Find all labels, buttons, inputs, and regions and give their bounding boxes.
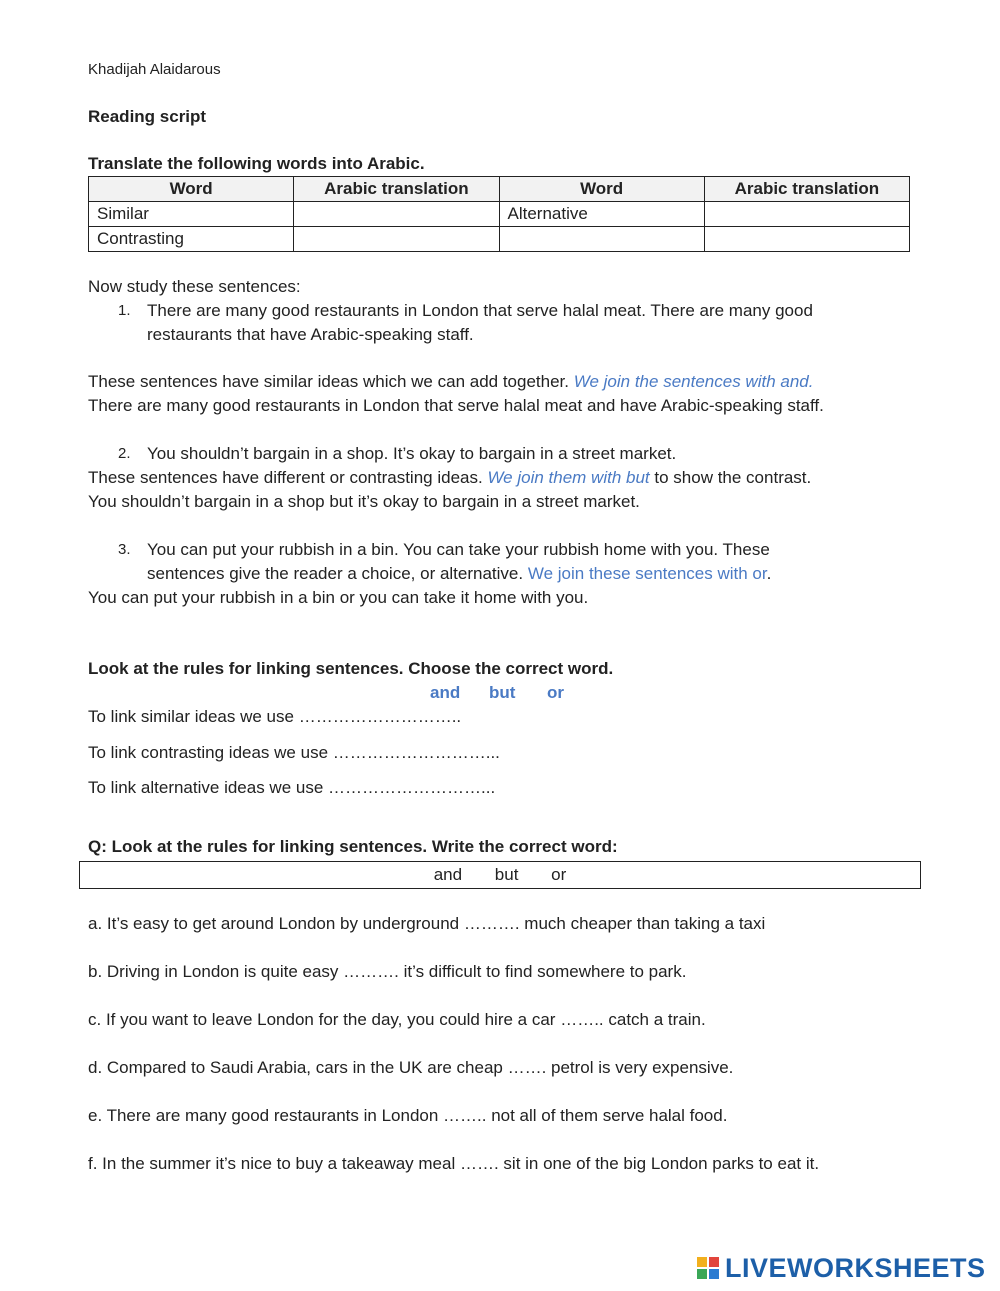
question-heading: Q: Look at the rules for linking sentences. Write the correct word: — [88, 837, 618, 856]
page-title: Reading script — [88, 107, 207, 126]
example-1: There are many good restaurants in London that serve halal meat and have Arabic-speaking staff. — [88, 396, 824, 415]
sentence-number-2: 2. — [118, 445, 131, 462]
rules-heading: Look at the rules for linking sentences. Choose the correct word. — [88, 659, 614, 678]
sentence-3-line-2-text: sentences give the reader a choice, or alternative. — [147, 564, 524, 583]
explanation-2 — [88, 468, 811, 488]
example-2: You shouldn’t bargain in a shop but it’s okay to bargain in a street market. — [88, 492, 640, 511]
word-bank-and: and — [430, 683, 461, 702]
example-3: You can put your rubbish in a bin or you can take it home with you. — [88, 588, 589, 607]
table-cell-word — [499, 227, 704, 252]
word-bank-but: but — [489, 683, 516, 702]
word-box-but: but — [494, 865, 519, 884]
sentence-2-line-1: You shouldn’t bargain in a shop. It’s okay to bargain in a street market. — [147, 444, 677, 463]
question-c[interactable]: c. If you want to leave London for the day, you could hire a car …….. catch a train. — [88, 1010, 706, 1029]
explanation-3-period: . — [766, 564, 772, 583]
header-arabic-1: Arabic translation — [294, 177, 499, 202]
explanation-2-post: to show the contrast. — [654, 468, 812, 487]
table-cell-word: Alternative — [499, 202, 704, 227]
study-heading: Now study these sentences: — [88, 277, 301, 296]
logo-text: LIVEWORKSHEETS — [725, 1252, 986, 1283]
question-d[interactable]: d. Compared to Saudi Arabia, cars in the UK are cheap ……. petrol is very expensive. — [88, 1058, 734, 1077]
table-cell-answer[interactable] — [294, 202, 499, 227]
explanation-2-text: These sentences have different or contrasting ideas. — [88, 468, 483, 487]
table-cell-word: Contrasting — [89, 227, 294, 252]
question-b[interactable]: b. Driving in London is quite easy ………. it’s difficult to find somewhere to park. — [88, 962, 687, 981]
liveworksheets-logo — [697, 1253, 986, 1283]
explanation-1-hint: We join the sentences with and. — [573, 372, 814, 391]
explanation-3-hint: We join these sentences with or — [527, 564, 767, 583]
word-box-and: and — [433, 865, 463, 884]
sentence-3-line-2 — [147, 564, 771, 584]
table-cell-answer[interactable] — [294, 227, 499, 252]
header-arabic-2: Arabic translation — [704, 177, 909, 202]
rule-similar[interactable]: To link similar ideas we use ……………………….. — [88, 707, 462, 726]
table-row — [89, 227, 910, 252]
word-box-or: or — [551, 865, 567, 884]
explanation-2-hint: We join them with but — [487, 468, 650, 487]
question-e[interactable]: e. There are many good restaurants in London …….. not all of them serve halal food. — [88, 1106, 728, 1125]
header-word-1: Word — [89, 177, 294, 202]
logo-icon — [697, 1257, 719, 1279]
table-cell-word: Similar — [89, 202, 294, 227]
table-cell-answer[interactable] — [704, 227, 909, 252]
table-cell-answer[interactable] — [704, 202, 909, 227]
sentence-number-3: 3. — [118, 541, 131, 558]
question-f[interactable]: f. In the summer it’s nice to buy a takeaway meal ……. sit in one of the big London parks to eat it. — [88, 1154, 820, 1173]
table-row — [89, 202, 910, 227]
translation-table — [88, 176, 910, 252]
sentence-1-line-1: There are many good restaurants in London that serve halal meat. There are many good — [147, 301, 813, 320]
translate-heading: Translate the following words into Arabic. — [88, 154, 425, 173]
question-a[interactable]: a. It’s easy to get around London by underground ………. much cheaper than taking a taxi — [88, 914, 766, 933]
word-bank-or: or — [547, 683, 564, 702]
table-header-row — [89, 177, 910, 202]
explanation-1-text: These sentences have similar ideas which we can add together. — [88, 372, 569, 391]
sentence-number-1: 1. — [118, 302, 131, 319]
explanation-1 — [88, 372, 813, 392]
author-name: Khadijah Alaidarous — [88, 61, 221, 78]
header-word-2: Word — [499, 177, 704, 202]
sentence-1-line-2: restaurants that have Arabic-speaking staff. — [147, 325, 474, 344]
rule-alternative[interactable]: To link alternative ideas we use ………………………... — [88, 778, 496, 797]
word-box — [79, 861, 921, 889]
sentence-3-line-1: You can put your rubbish in a bin. You can take your rubbish home with you. These — [147, 540, 770, 559]
rule-contrasting[interactable]: To link contrasting ideas we use ………………………... — [88, 743, 500, 762]
